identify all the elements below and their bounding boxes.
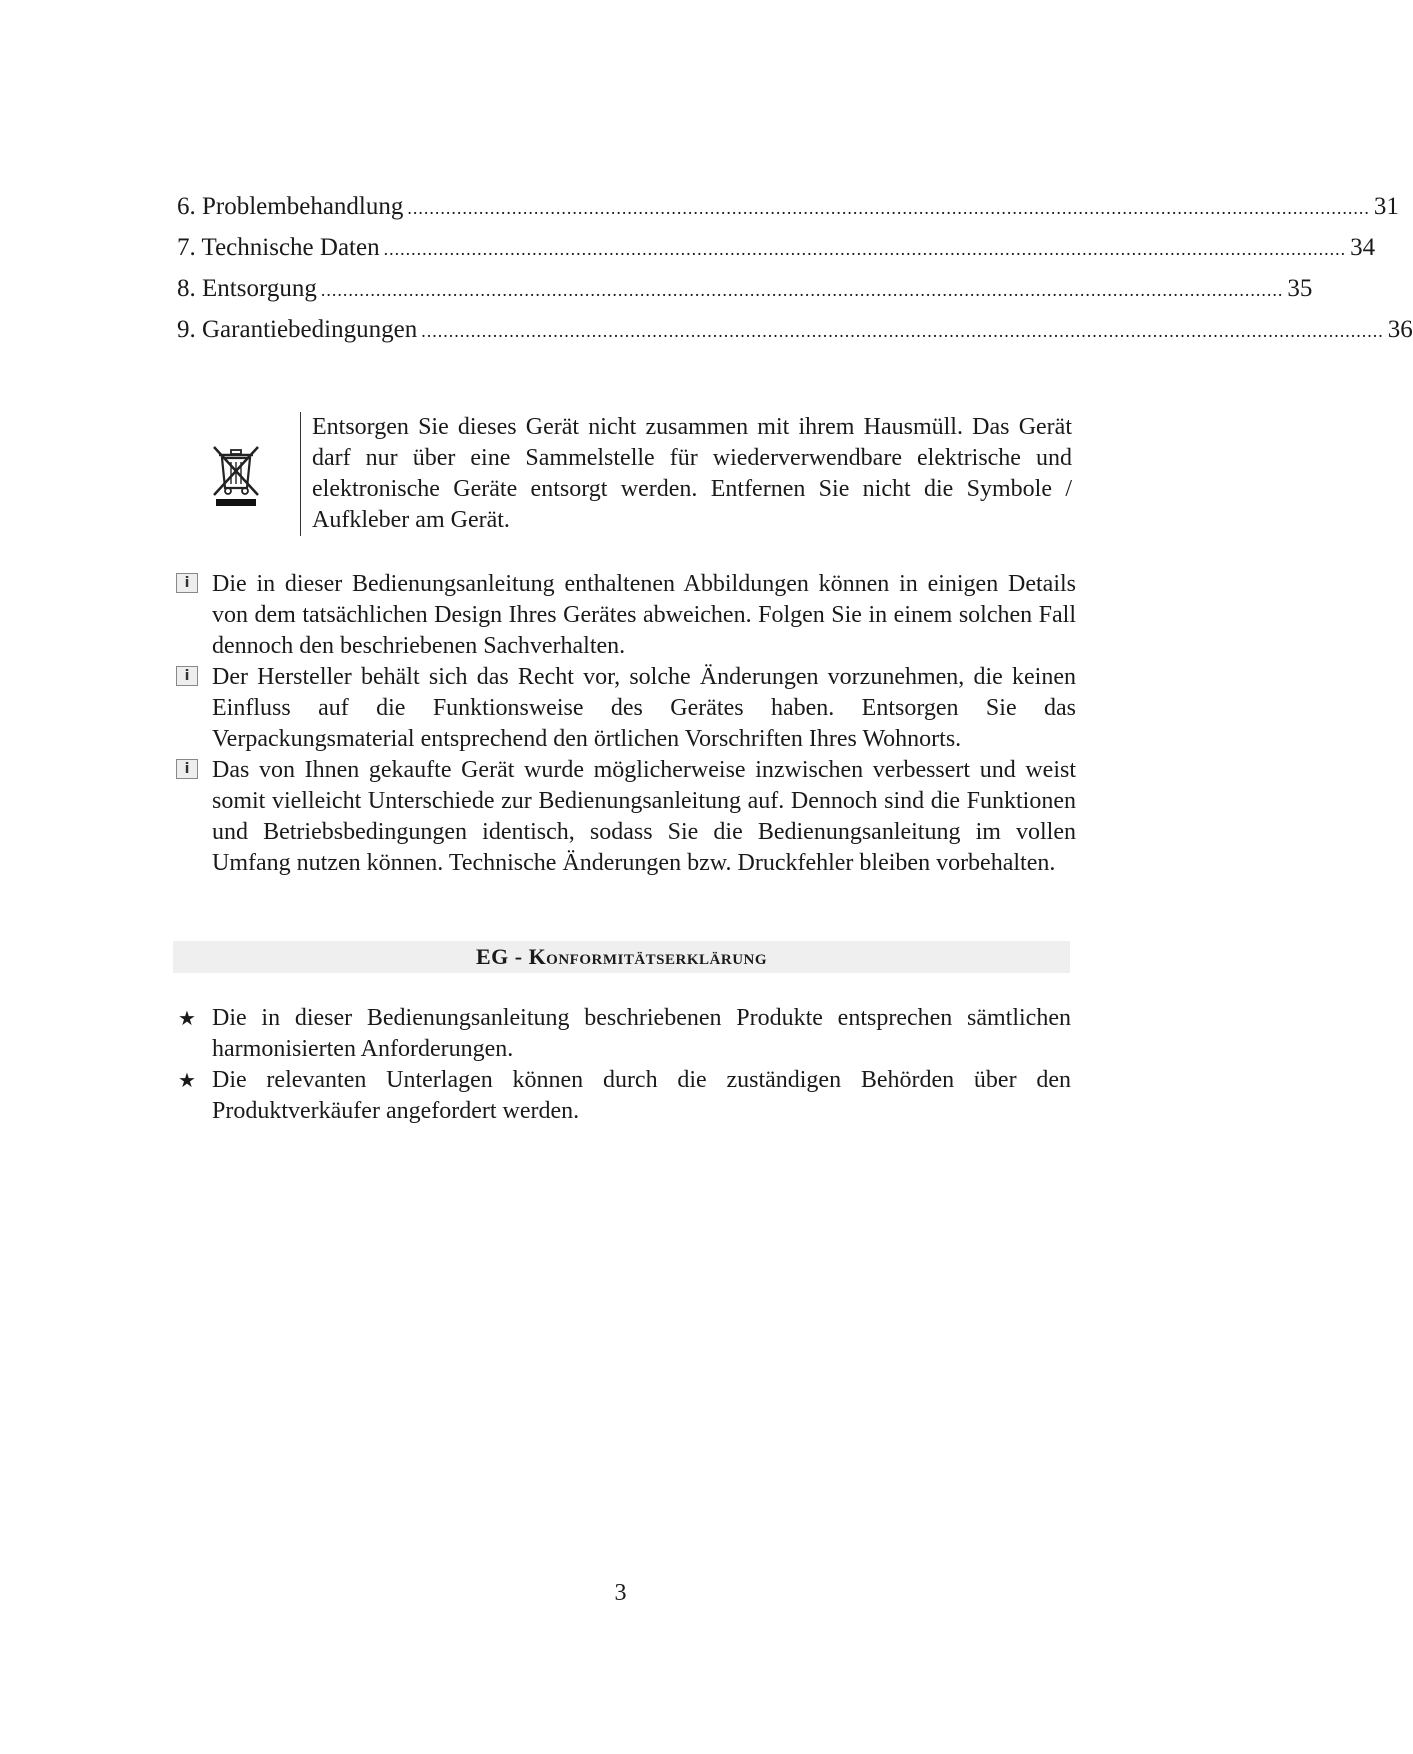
toc-entry-page: 36: [1387, 316, 1413, 343]
page-number: 3: [614, 1580, 627, 1606]
info-icon: i: [176, 759, 198, 779]
toc-entry-page: 31: [1373, 193, 1399, 220]
toc-entry: [177, 268, 1313, 309]
toc-entry: [177, 186, 1399, 227]
disposal-notice: [300, 412, 1072, 536]
toc-entry-label: 7. Technische Daten: [177, 234, 380, 261]
list-item: [176, 1003, 1071, 1065]
toc-entry-label: 9. Garantiebedingungen: [177, 316, 418, 343]
toc-entry-page: 34: [1350, 234, 1376, 261]
toc-entry-page: 35: [1287, 275, 1313, 302]
toc-entry: [177, 227, 1376, 268]
star-bullet-icon: ★: [178, 1006, 196, 1030]
toc-leader-dots: ...............................................................................................................................................................................: [407, 198, 1370, 218]
info-note-text: Das von Ihnen gekaufte Gerät wurde möglicherweise inzwischen verbessert und weist somit vielleicht Unterschiede zur Bedienungsanleitung auf. Dennoch sind die Funktionen und Betriebsbedingungen identisch, sodass Sie die Bedienungsanleitung im vollen Umfang nutzen können. Technische Änderungen bzw. Druckfehler bleiben vorbehalten.: [212, 757, 1076, 876]
info-note: [176, 755, 1076, 879]
info-icon: i: [176, 666, 198, 686]
conformity-list: [176, 1003, 1071, 1127]
table-of-contents: [177, 186, 1413, 350]
crossed-out-wheelie-bin-icon: [210, 444, 262, 506]
info-notes: [176, 569, 1076, 879]
disposal-notice-text: Entsorgen Sie dieses Gerät nicht zusammen mit ihrem Hausmüll. Das Gerät darf nur über eine Sammelstelle für wiederverwendbare elektrische und elektronische Geräte entsorgt werden. Entfernen Sie nicht die Symbole / Aufkleber am Gerät.: [312, 414, 1072, 533]
list-item: [176, 1065, 1071, 1127]
toc-leader-dots: ...............................................................................................................................................................................: [421, 321, 1384, 341]
list-item-text: Die relevanten Unterlagen können durch die zuständigen Behörden über den Produktverkäufer angefordert werden.: [212, 1067, 1071, 1124]
star-bullet-icon: ★: [178, 1068, 196, 1092]
list-item-text: Die in dieser Bedienungsanleitung beschriebenen Produkte entsprechen sämtlichen harmonisierten Anforderungen.: [212, 1005, 1071, 1062]
info-note-text: Die in dieser Bedienungsanleitung enthaltenen Abbildungen können in einigen Details von dem tatsächlichen Design Ihres Gerätes abweichen. Folgen Sie in einem solchen Fall dennoch den beschriebenen Sachverhalten.: [212, 571, 1076, 659]
toc-entry: [177, 309, 1413, 350]
info-icon: i: [176, 573, 198, 593]
conformity-heading-text: EG - Konformitätserklärung: [475, 944, 768, 969]
toc-leader-dots: ...............................................................................................................................................................................: [320, 280, 1284, 300]
info-note-text: Der Hersteller behält sich das Recht vor, solche Änderungen vorzunehmen, die keinen Einfluss auf die Funktionsweise des Gerätes haben. Entsorgen Sie das Verpackungsmaterial entsprechend den örtlichen Vorschriften Ihres Wohnorts.: [212, 664, 1076, 752]
info-note: [176, 569, 1076, 662]
conformity-heading: [173, 941, 1070, 973]
info-note: [176, 662, 1076, 755]
toc-entry-label: 6. Problembehandlung: [177, 193, 404, 220]
toc-leader-dots: ...............................................................................................................................................................................: [383, 239, 1347, 259]
toc-entry-label: 8. Entsorgung: [177, 275, 317, 302]
